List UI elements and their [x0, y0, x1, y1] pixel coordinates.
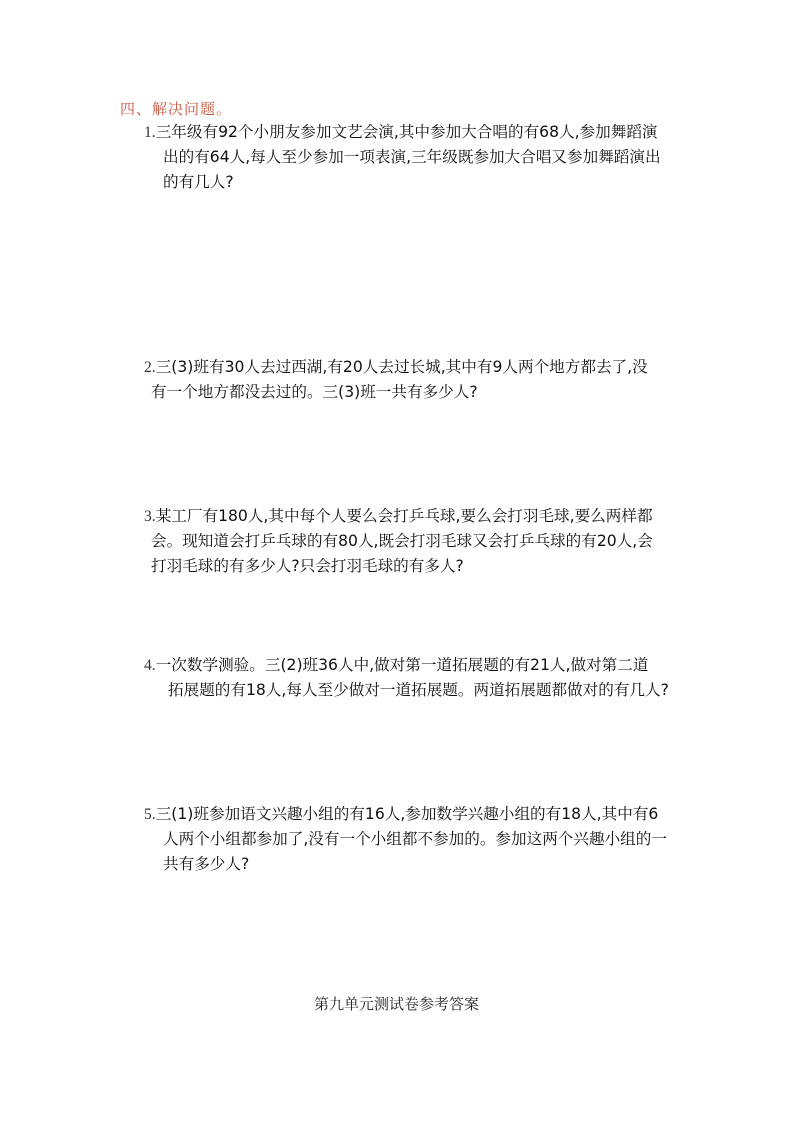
problem-line: 人两个小组都参加了,没有一个小组都不参加的。参加这两个兴趣小组的一: [163, 830, 667, 848]
problem-3: [144, 504, 694, 579]
problem-line: 5.三(1)班参加语文兴趣小组的有16人,参加数学兴趣小组的有18人,其中有6: [144, 805, 659, 823]
problem-line: 3.某工厂有180人,其中每个人要么会打乒乓球,要么会打羽毛球,要么两样都: [144, 507, 653, 525]
problem-number: 3.: [144, 508, 156, 525]
problem-2: [144, 355, 694, 405]
problem-line: 1.三年级有92个小朋友参加文艺会演,其中参加大合唱的有68人,参加舞蹈演: [144, 123, 658, 141]
problem-number: 1.: [144, 124, 156, 141]
problem-line: 出的有64人,每人至少参加一项表演,三年级既参加大合唱又参加舞蹈演出: [163, 148, 661, 166]
problem-number: 4.: [144, 657, 156, 674]
problem-number: 2.: [144, 359, 156, 376]
problem-line: 共有多少人?: [163, 855, 250, 873]
problem-line: 2.三(3)班有30人去过西湖,有20人去过长城,其中有9人两个地方都去了,没: [144, 358, 648, 376]
problem-line: 有一个地方都没去过的。三(3)班一共有多少人?: [151, 383, 478, 401]
problem-line: 打羽毛球的有多少人?只会打羽毛球的有多人?: [151, 557, 464, 575]
section-heading: 四、解决问题。: [120, 100, 233, 118]
problem-line: 会。现知道会打乒乓球的有80人,既会打羽毛球又会打乒乓球的有20人,会: [151, 532, 653, 550]
answer-section-title: 第九单元测试卷参考答案: [313, 995, 479, 1013]
problem-5: [144, 802, 694, 877]
problem-number: 5.: [144, 806, 156, 823]
problem-line: 的有几人?: [163, 173, 234, 191]
problem-1: [144, 120, 694, 195]
problem-line: 4.一次数学测验。三(2)班36人中,做对第一道拓展题的有21人,做对第二道: [144, 656, 649, 674]
problem-4: [144, 653, 694, 703]
problem-line: 拓展题的有18人,每人至少做对一道拓展题。两道拓展题都做对的有几人?: [168, 681, 669, 699]
